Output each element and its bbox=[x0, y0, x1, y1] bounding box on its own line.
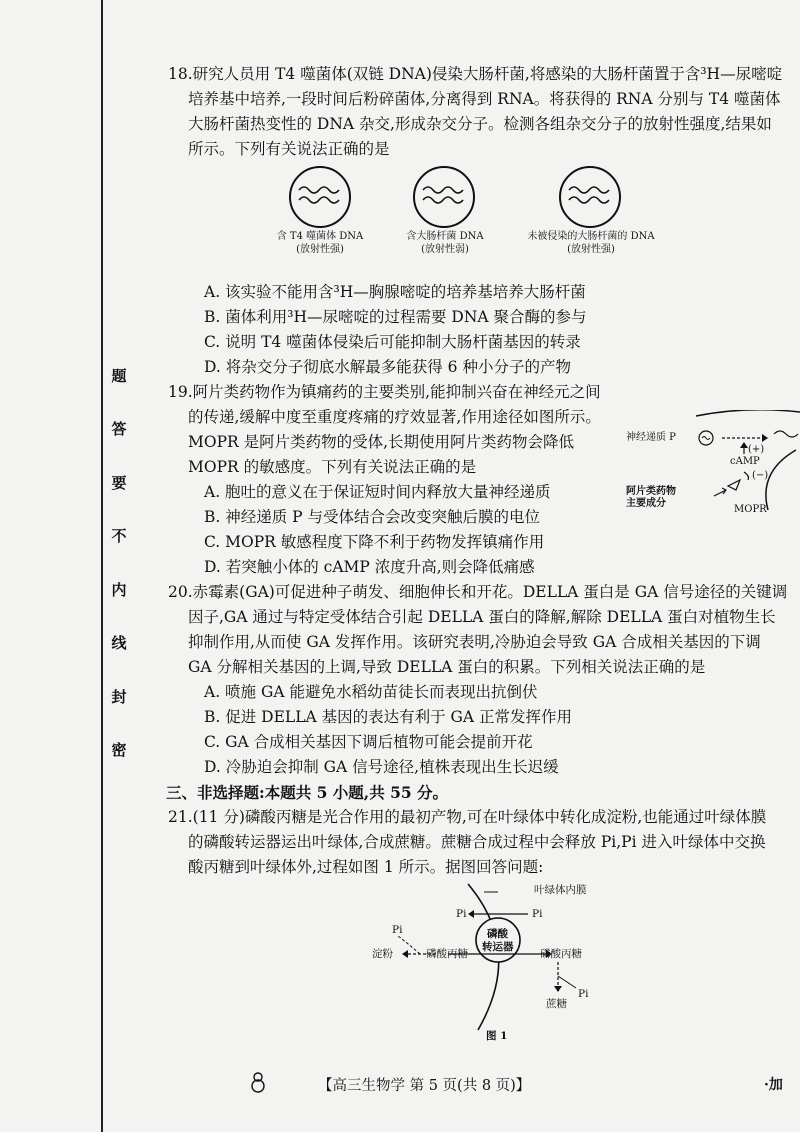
binding-char: 题 bbox=[111, 367, 127, 385]
figure-1-caption: 图 1 bbox=[486, 1030, 508, 1042]
question-18-stem-line: 18.研究人员用 T4 噬菌体(双链 DNA)侵染大肠杆菌,将感染的大肠杆菌置于含³H—尿嘧啶 bbox=[168, 65, 783, 83]
hybrid-dna-diagram-uninfected bbox=[559, 166, 621, 228]
question-20-option-a: A. 喷施 GA 能避免水稻幼苗徒长而表现出抗倒伏 bbox=[204, 683, 538, 701]
question-19-stem-line: MOPR 的敏感度。下列有关说法正确的是 bbox=[188, 458, 477, 476]
caption-name: 未被侵染的大肠杆菌的 DNA bbox=[527, 231, 655, 242]
binding-margin-text bbox=[108, 368, 130, 758]
question-19-stem-line: 的传递,缓解中度至重度疼痛的疗效显著,作用途径如图所示。 bbox=[188, 408, 601, 426]
camp-label: cAMP bbox=[730, 456, 760, 467]
question-18-option-a: A. 该实验不能用含³H—胸腺嘧啶的培养基培养大肠杆菌 bbox=[204, 283, 586, 301]
caption-note: (放射性强) bbox=[567, 244, 615, 255]
binding-char: 线 bbox=[111, 634, 127, 653]
page-footer bbox=[0, 1070, 800, 1100]
caption-note: (放射性弱) bbox=[421, 244, 469, 255]
question-18-stem-line: 培养基中培养,一段时间后粉碎菌体,分离得到 RNA。将获得的 RNA 分别与 T4 噬菌体 bbox=[188, 90, 781, 108]
question-18-figure bbox=[273, 162, 693, 280]
inner-membrane-label: 叶绿体内膜 bbox=[534, 884, 587, 896]
binding-char: 内 bbox=[111, 580, 127, 599]
question-18 bbox=[168, 62, 800, 380]
question-19-stem-line: MOPR 是阿片类药物的受体,长期使用阿片类药物会降低 bbox=[188, 433, 575, 451]
phosphate-transporter-diagram bbox=[348, 880, 648, 1052]
sucrose-label: 蔗糖 bbox=[546, 998, 567, 1010]
gourd-mark-icon bbox=[248, 1070, 268, 1094]
starch-label: 淀粉 bbox=[372, 948, 393, 960]
binding-char: 不 bbox=[111, 527, 127, 546]
question-19-option-d: D. 若突触小体的 cAMP 浓度升高,则会降低痛感 bbox=[204, 558, 535, 576]
plus-label: (+) bbox=[748, 444, 765, 455]
binding-char: 封 bbox=[111, 687, 127, 706]
question-21-stem-line: 的磷酸转运器运出叶绿体,合成蔗糖。蔗糖合成过程中会释放 Pi,Pi 进入叶绿体中交换 bbox=[188, 833, 766, 851]
question-content bbox=[168, 62, 800, 1052]
binding-line bbox=[101, 0, 103, 1132]
footer-edge-mark: ·加 bbox=[764, 1077, 783, 1093]
transporter-label-line1: 磷酸 bbox=[487, 928, 508, 940]
question-20-option-c: C. GA 合成相关基因下调后植物可能会提前开花 bbox=[204, 733, 533, 751]
question-19-figure bbox=[626, 410, 800, 515]
triose-inside-label: 磷酸丙糖 bbox=[426, 948, 468, 960]
question-20-option-b: B. 促进 DELLA 基因的表达有利于 GA 正常发挥作用 bbox=[204, 708, 573, 726]
question-18-option-b: B. 菌体利用³H—尿嘧啶的过程需要 DNA 聚合酶的参与 bbox=[204, 308, 587, 326]
minus-label: (−) bbox=[752, 470, 769, 481]
question-20 bbox=[168, 580, 800, 780]
hybrid-dna-diagram-ecoli bbox=[413, 166, 475, 228]
hybrid-caption-ecoli bbox=[389, 230, 501, 256]
question-20-option-d: D. 冷胁迫会抑制 GA 信号途径,植株表现出生长迟缓 bbox=[204, 758, 559, 776]
caption-note: (放射性强) bbox=[296, 244, 344, 255]
question-21-stem-line: 21.(11 分)磷酸丙糖是光合作用的最初产物,可在叶绿体中转化成淀粉,也能通过叶绿体膜 bbox=[168, 808, 767, 826]
drug-label-line1: 阿片类药物 bbox=[626, 486, 676, 497]
page-number-footer: 【高三生物学 第 5 页(共 8 页)】 bbox=[318, 1078, 531, 1094]
mopr-label: MOPR bbox=[734, 504, 767, 515]
question-20-stem-line: GA 分解相关基因的上调,导致 DELLA 蛋白的积累。下列相关说法正确的是 bbox=[188, 658, 706, 676]
drug-label-line2: 主要成分 bbox=[626, 498, 666, 509]
hybrid-caption-t4 bbox=[261, 230, 379, 256]
binding-char: 密 bbox=[111, 740, 127, 759]
triose-outside-label: 磷酸丙糖 bbox=[540, 948, 582, 960]
question-19-stem-line: 19.阿片类药物作为镇痛药的主要类别,能抑制兴奋在神经元之间 bbox=[168, 383, 601, 401]
question-20-stem-line: 抑制作用,从而使 GA 发挥作用。该研究表明,冷胁迫会导致 GA 合成相关基因的下调 bbox=[188, 633, 761, 651]
question-19 bbox=[168, 380, 800, 580]
pi-lower-right-label: Pi bbox=[578, 988, 589, 1000]
binding-char: 要 bbox=[111, 473, 127, 492]
hybrid-caption-uninfected bbox=[511, 230, 671, 256]
transporter-label-line2: 转运器 bbox=[482, 941, 514, 953]
question-20-stem-line: 因子,GA 通过与特定受体结合引起 DELLA 蛋白的降解,解除 DELLA 蛋白对植物生长 bbox=[188, 608, 776, 626]
question-21-stem-line: 酸丙糖到叶绿体外,过程如图 1 所示。据图回答问题: bbox=[188, 858, 544, 876]
hybrid-dna-diagram-t4 bbox=[289, 166, 351, 228]
question-21 bbox=[168, 805, 800, 1052]
pi-left-label: Pi bbox=[456, 908, 467, 920]
question-21-figure bbox=[348, 880, 648, 1052]
neurotransmitter-label: 神经递质 P bbox=[626, 432, 676, 443]
pi-right-label: Pi bbox=[532, 908, 543, 920]
question-19-option-c: C. MOPR 敏感程度下降不利于药物发挥镇痛作用 bbox=[204, 533, 545, 551]
caption-name: 含 T4 噬菌体 DNA bbox=[276, 231, 364, 242]
question-18-option-c: C. 说明 T4 噬菌体侵染后可能抑制大肠杆菌基因的转录 bbox=[204, 333, 581, 351]
question-20-stem-line: 20.赤霉素(GA)可促进种子萌发、细胞伸长和开花。DELLA 蛋白是 GA 信号途径的关键调 bbox=[168, 583, 788, 601]
section-heading-nonchoice: 三、非选择题:本题共 5 小题,共 55 分。 bbox=[166, 783, 449, 802]
question-18-stem-line: 大肠杆菌热变性的 DNA 杂交,形成杂交分子。检测各组杂交分子的放射性强度,结果如 bbox=[188, 115, 772, 133]
pi-upper-left-label: Pi bbox=[392, 924, 403, 936]
question-18-stem-line: 所示。下列有关说法正确的是 bbox=[188, 140, 390, 158]
question-19-option-b: B. 神经递质 P 与受体结合会改变突触后膜的电位 bbox=[204, 508, 541, 526]
question-18-option-d: D. 将杂交分子彻底水解最多能获得 6 种小分子的产物 bbox=[204, 358, 571, 376]
caption-name: 含大肠杆菌 DNA bbox=[406, 231, 484, 242]
question-19-option-a: A. 胞吐的意义在于保证短时间内释放大量神经递质 bbox=[204, 483, 551, 501]
binding-char: 答 bbox=[111, 420, 127, 439]
